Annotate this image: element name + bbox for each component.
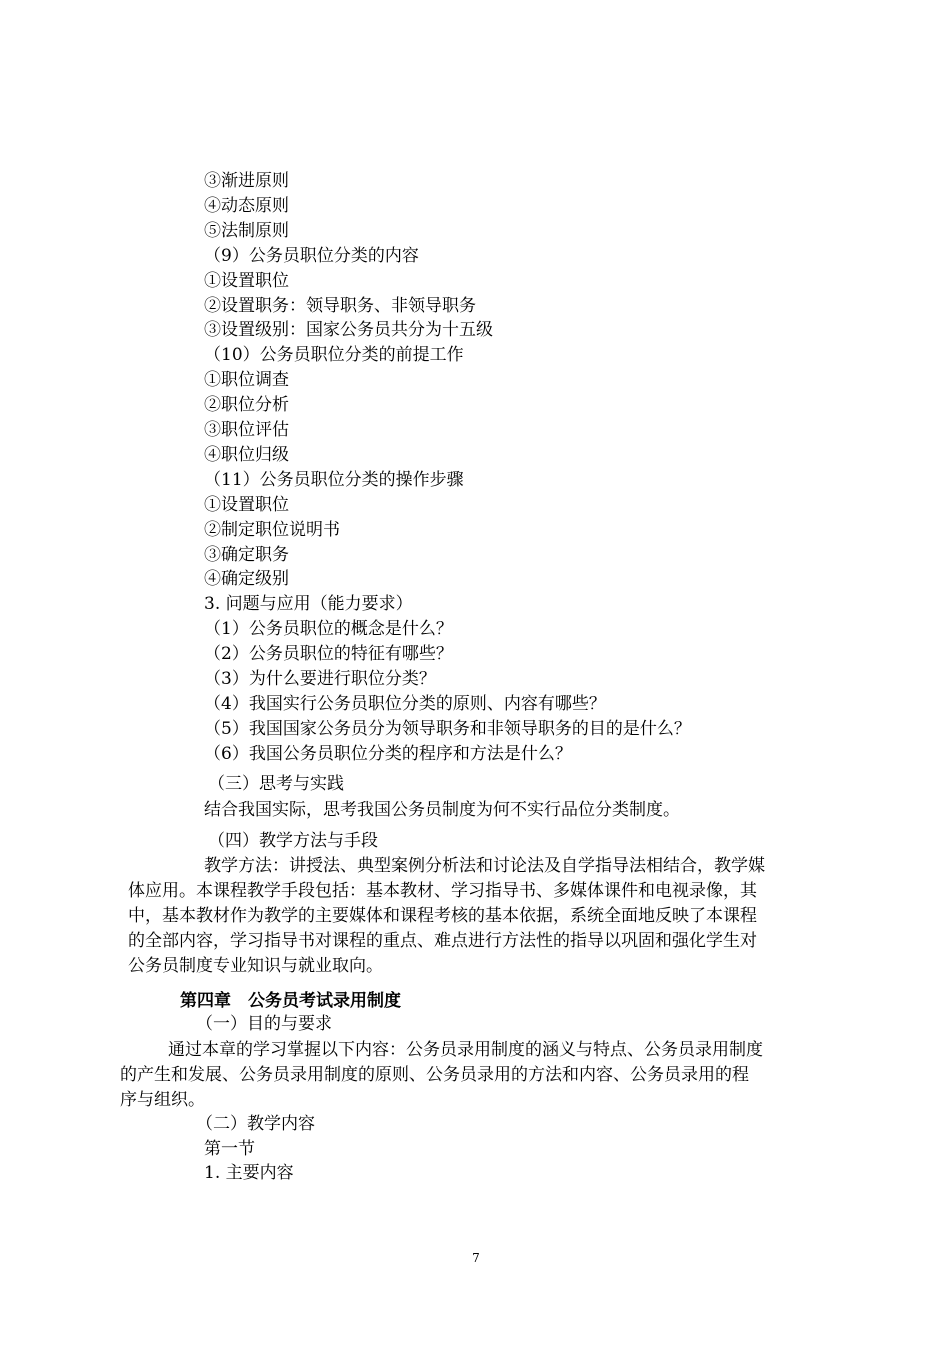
outline-line: ②设置职务：领导职务、非领导职务: [204, 296, 476, 316]
outline-line: ⑤法制原则: [204, 221, 289, 241]
outline-line: ④确定级别: [204, 569, 289, 589]
outline-line: ①设置职位: [204, 495, 289, 515]
main-content-label: 1. 主要内容: [204, 1163, 294, 1183]
section-heading-practice: （三）思考与实践: [208, 774, 344, 794]
outline-line: ③确定职务: [204, 545, 289, 565]
outline-line: ②制定职位说明书: [204, 520, 340, 540]
outline-line: （5）我国国家公务员分为领导职务和非领导职务的目的是什么？: [204, 719, 691, 739]
chapter-title: 第四章 公务员考试录用制度: [180, 991, 401, 1011]
goal-para-line-3: 序与组织。: [120, 1090, 205, 1110]
outline-line: ③职位评估: [204, 420, 289, 440]
goal-para-line-2: 的产生和发展、公务员录用制度的原则、公务员录用的方法和内容、公务员录用的程: [120, 1065, 749, 1085]
outline-line: （9）公务员职位分类的内容: [204, 246, 419, 266]
outline-line: （1）公务员职位的概念是什么？: [204, 619, 453, 639]
outline-line: ①设置职位: [204, 271, 289, 291]
methods-para-line-1: 教学方法：讲授法、典型案例分析法和讨论法及自学指导法相结合，教学媒: [204, 856, 765, 876]
outline-line: （10）公务员职位分类的前提工作: [204, 345, 464, 365]
outline-line: ④动态原则: [204, 196, 289, 216]
outline-line: 3. 问题与应用（能力要求）: [204, 594, 413, 614]
goal-para-line-1: 通过本章的学习掌握以下内容：公务员录用制度的涵义与特点、公务员录用制度: [168, 1040, 763, 1060]
goal-heading: （一）目的与要求: [196, 1014, 332, 1034]
outline-line: ①职位调查: [204, 370, 289, 390]
methods-para-line-4: 的全部内容，学习指导书对课程的重点、难点进行方法性的指导以巩固和强化学生对: [128, 931, 757, 951]
outline-line: （4）我国实行公务员职位分类的原则、内容有哪些？: [204, 694, 606, 714]
section-heading-methods: （四）教学方法与手段: [208, 831, 378, 851]
practice-text: 结合我国实际，思考我国公务员制度为何不实行品位分类制度。: [204, 800, 680, 820]
outline-line: （6）我国公务员职位分类的程序和方法是什么？: [204, 744, 572, 764]
page-number: 7: [472, 1251, 480, 1265]
outline-line: （11）公务员职位分类的操作步骤: [204, 470, 464, 490]
outline-line: （2）公务员职位的特征有哪些？: [204, 644, 453, 664]
outline-line: ②职位分析: [204, 395, 289, 415]
outline-line: ④职位归级: [204, 445, 289, 465]
methods-para-line-5: 公务员制度专业知识与就业取向。: [128, 956, 383, 976]
outline-line: （3）为什么要进行职位分类？: [204, 669, 436, 689]
methods-para-line-2: 体应用。本课程教学手段包括：基本教材、学习指导书、多媒体课件和电视录像，其: [128, 881, 757, 901]
outline-line: ③设置级别：国家公务员共分为十五级: [204, 320, 493, 340]
content-heading: （二）教学内容: [196, 1114, 315, 1134]
outline-line: ③渐进原则: [204, 171, 289, 191]
section-label: 第一节: [204, 1139, 255, 1159]
methods-para-line-3: 中，基本教材作为教学的主要媒体和课程考核的基本依据，系统全面地反映了本课程: [128, 906, 757, 926]
